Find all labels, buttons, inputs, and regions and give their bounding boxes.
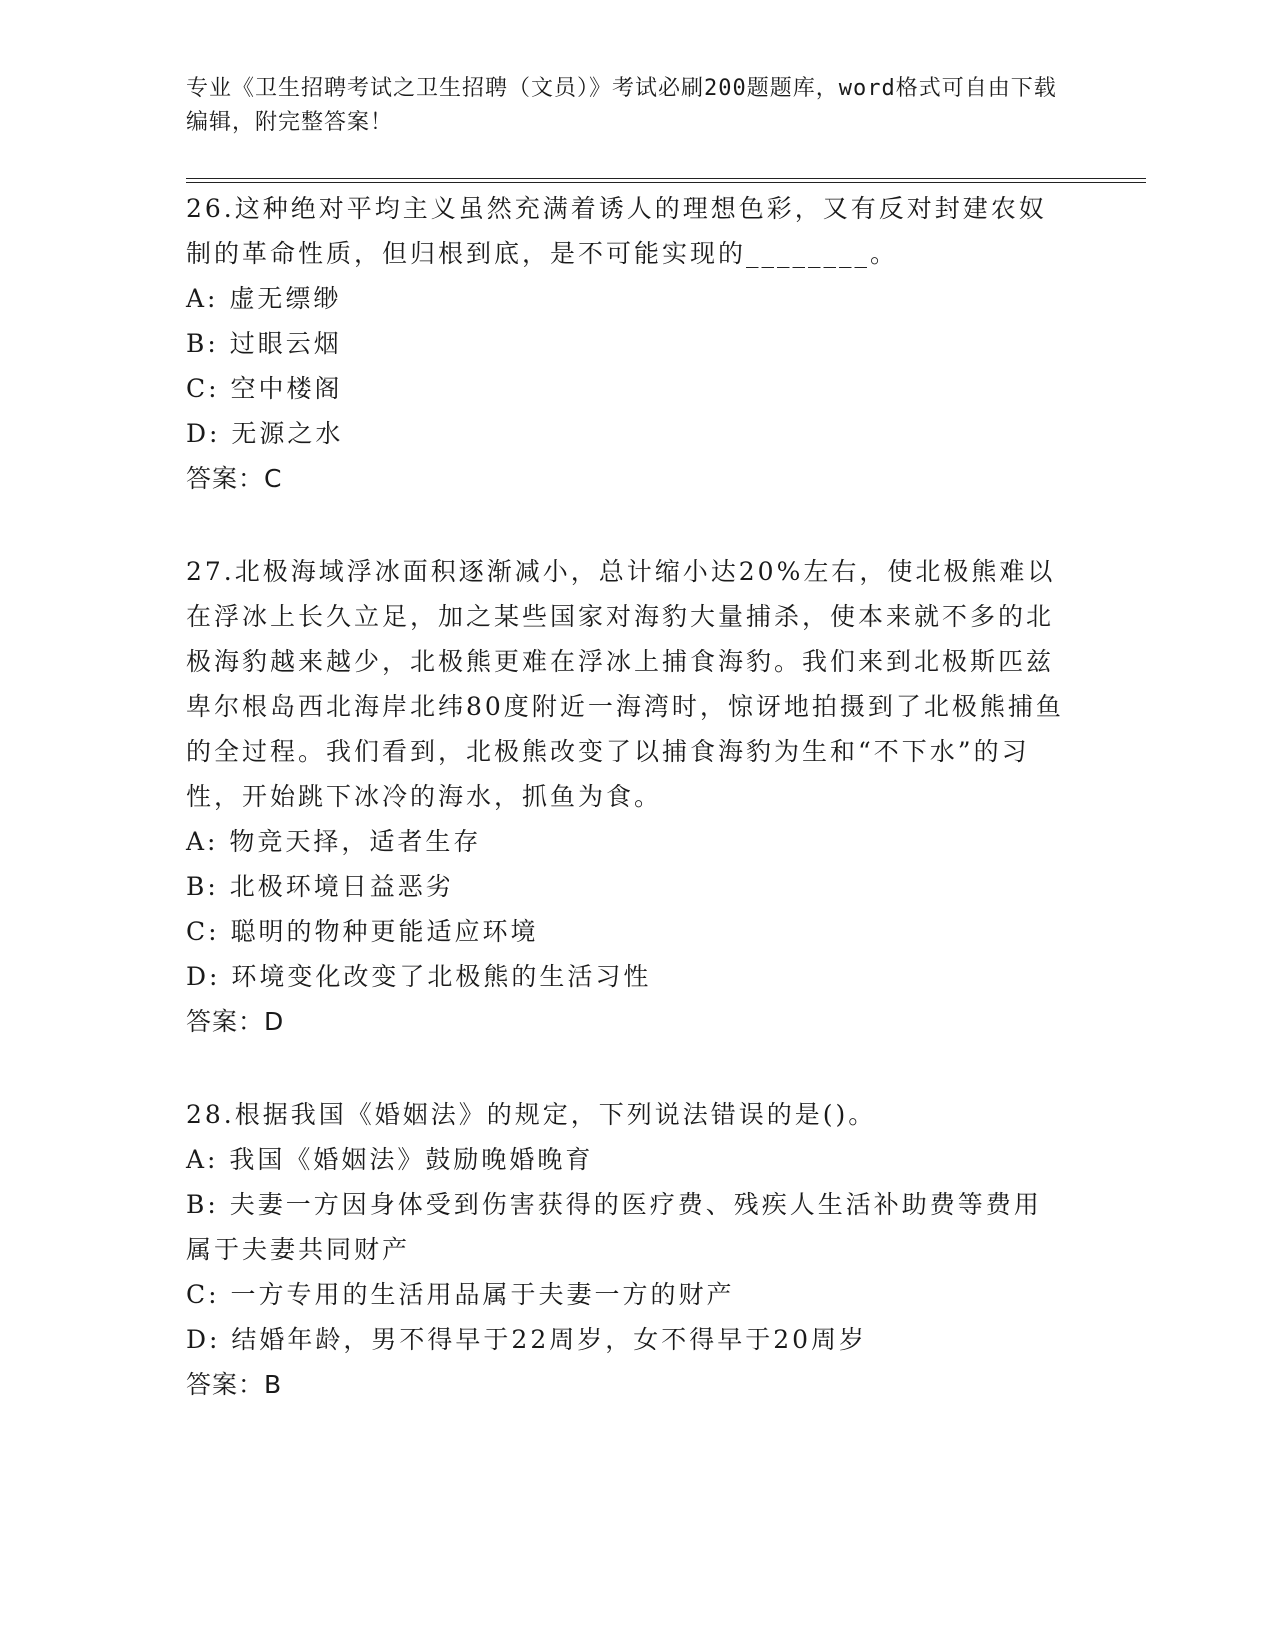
option-d: D: 结婚年龄，男不得早于22周岁，女不得早于20周岁 — [186, 1325, 868, 1354]
question-28 — [186, 1092, 1066, 1407]
document-header: 专业《卫生招聘考试之卫生招聘（文员）》考试必刷200题题库，word格式可自由下载编辑，附完整答案！ — [186, 76, 1057, 135]
option-c: C: 聪明的物种更能适应环境 — [186, 917, 539, 946]
question-26 — [186, 186, 1066, 501]
option-b: B: 北极环境日益恶劣 — [186, 872, 454, 901]
question-27 — [186, 549, 1066, 1044]
option-a: A: 物竞天择，适者生存 — [186, 827, 482, 856]
option-d: D: 无源之水 — [186, 419, 344, 448]
answer: 答案：D — [186, 1007, 285, 1036]
option-b: B: 夫妻一方因身体受到伤害获得的医疗费、残疾人生活补助费等费用属于夫妻共同财产 — [186, 1190, 1042, 1264]
question-stem: 28.根据我国《婚姻法》的规定，下列说法错误的是()。 — [186, 1100, 877, 1129]
question-stem: 26.这种绝对平均主义虽然充满着诱人的理想色彩，又有反对封建农奴制的革命性质，但归根到底，是不可能实现的________。 — [186, 194, 1047, 268]
question-stem: 27.北极海域浮冰面积逐渐减小，总计缩小达20%左右，使北极熊难以在浮冰上长久立足，加之某些国家对海豹大量捕杀，使本来就不多的北极海豹越来越少，北极熊更难在浮冰上捕食海豹。我们来到北极斯匹兹卑尔根岛西北海岸北纬80度附近一海湾时，惊讶地拍摄到了北极熊捕鱼的全过程。我们看到，北极熊改变了以捕食海豹为生和“不下水”的习性，开始跳下冰冷的海水，抓鱼为食。 — [186, 557, 1064, 811]
header-divider — [186, 178, 1146, 183]
option-c: C: 一方专用的生活用品属于夫妻一方的财产 — [186, 1280, 735, 1309]
option-d: D: 环境变化改变了北极熊的生活习性 — [186, 962, 652, 991]
question-list — [186, 186, 1066, 1455]
answer: 答案：B — [186, 1370, 283, 1399]
answer: 答案：C — [186, 464, 283, 493]
option-c: C: 空中楼阁 — [186, 374, 343, 403]
option-b: B: 过眼云烟 — [186, 329, 342, 358]
option-a: A: 我国《婚姻法》鼓励晚婚晚育 — [186, 1145, 594, 1174]
option-a: A: 虚无缥缈 — [186, 284, 342, 313]
